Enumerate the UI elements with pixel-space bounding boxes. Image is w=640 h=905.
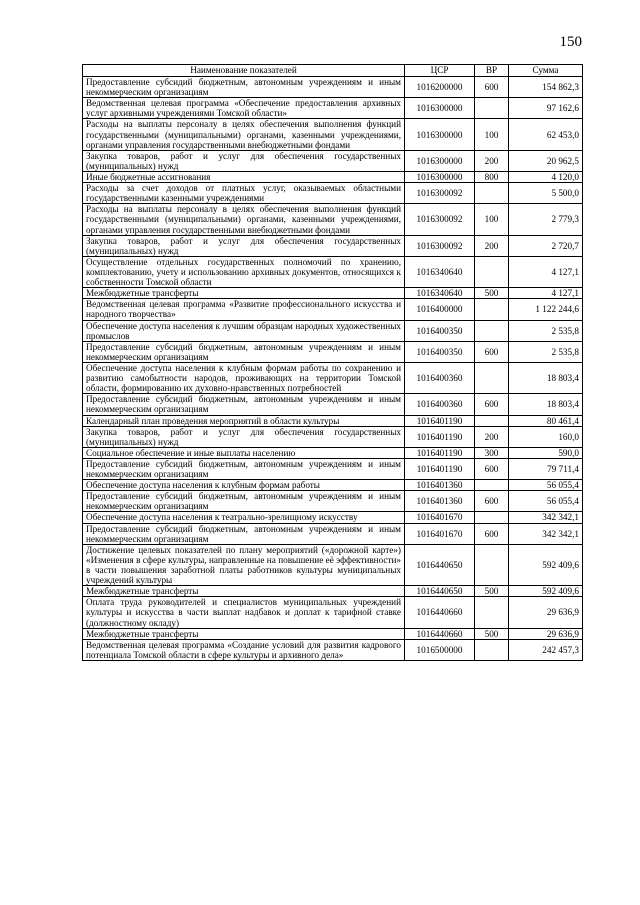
- cell-name: Предоставление субсидий бюджетным, автономным учреждениям и иным некоммерческим организациям: [83, 394, 405, 415]
- cell-name: Оплата труда руководителей и специалистов муниципальных учреждений культуры и искусства в части выплат надбавок и доплат к тарифной ставке (должностному окладу): [83, 597, 405, 628]
- table-row: [83, 597, 583, 628]
- cell-name: Межбюджетные трансферты: [83, 628, 405, 639]
- cell-name: Осуществление отдельных государственных полномочий по хранению, комплектованию, учету и использованию архивных документов, относящихся к собственности Томской области: [83, 256, 405, 287]
- cell-vr: 600: [475, 394, 509, 415]
- cell-sum: 590,0: [509, 447, 583, 458]
- table-row: [83, 235, 583, 256]
- cell-sum: 5 500,0: [509, 183, 583, 204]
- cell-vr: 600: [475, 77, 509, 98]
- cell-vr: 200: [475, 235, 509, 256]
- cell-sum: 18 803,4: [509, 394, 583, 415]
- table-row: [83, 150, 583, 171]
- cell-name: Предоставление субсидий бюджетным, автономным учреждениям и иным некоммерческим организациям: [83, 491, 405, 512]
- cell-csr: 1016300092: [405, 235, 475, 256]
- cell-name: Обеспечение доступа населения к клубным формам работы по сохранению и развитию самобытности народов, проживающих на территории Томской области, формированию их духовно-нравственных потребностей: [83, 362, 405, 393]
- cell-vr: [475, 597, 509, 628]
- cell-sum: 20 962,5: [509, 150, 583, 171]
- page-number: 150: [559, 34, 582, 50]
- table-row: [83, 183, 583, 204]
- table-row: [83, 320, 583, 341]
- cell-sum: 2 535,8: [509, 341, 583, 362]
- cell-sum: 342 342,1: [509, 523, 583, 544]
- cell-sum: 4 120,0: [509, 171, 583, 182]
- cell-sum: 2 535,8: [509, 320, 583, 341]
- cell-vr: 600: [475, 341, 509, 362]
- cell-sum: 160,0: [509, 426, 583, 447]
- table-header-row: [83, 65, 583, 77]
- cell-csr: 1016340640: [405, 256, 475, 287]
- cell-csr: 1016401360: [405, 480, 475, 491]
- table-row: [83, 544, 583, 585]
- cell-sum: 4 127,1: [509, 288, 583, 299]
- cell-name: Ведомственная целевая программа «Развитие профессионального искусства и народного творчества»: [83, 299, 405, 320]
- cell-csr: 1016340640: [405, 288, 475, 299]
- cell-csr: 1016400350: [405, 320, 475, 341]
- cell-name: Межбюджетные трансферты: [83, 288, 405, 299]
- cell-sum: 242 457,3: [509, 639, 583, 660]
- cell-name: Социальное обеспечение и иные выплаты населению: [83, 447, 405, 458]
- cell-vr: [475, 320, 509, 341]
- table-row: [83, 394, 583, 415]
- table-row: [83, 586, 583, 597]
- cell-csr: 1016300000: [405, 150, 475, 171]
- cell-name: Ведомственная целевая программа «Обеспечение предоставления архивных услуг архивными учреждениями Томской области»: [83, 98, 405, 119]
- table-row: [83, 341, 583, 362]
- cell-sum: 2 779,3: [509, 204, 583, 235]
- cell-name: Закупка товаров, работ и услуг для обеспечения государственных (муниципальных) нужд: [83, 426, 405, 447]
- cell-csr: 1016401190: [405, 458, 475, 479]
- cell-name: Предоставление субсидий бюджетным, автономным учреждениям и иным некоммерческим организациям: [83, 77, 405, 98]
- cell-name: Достижение целевых показателей по плану мероприятий («дорожной карте») «Изменения в сфере культуры, направленные на повышение её эффективности» в части повышения заработной платы работников культуры муниципальных учреждений культуры: [83, 544, 405, 585]
- cell-vr: [475, 639, 509, 660]
- table-row: [83, 204, 583, 235]
- cell-name: Обеспечение доступа населения к клубным формам работы: [83, 480, 405, 491]
- cell-vr: [475, 299, 509, 320]
- cell-csr: 1016300000: [405, 119, 475, 150]
- cell-csr: 1016400350: [405, 341, 475, 362]
- cell-vr: [475, 544, 509, 585]
- cell-sum: 29 636,9: [509, 597, 583, 628]
- cell-csr: 1016400000: [405, 299, 475, 320]
- cell-csr: 1016300000: [405, 98, 475, 119]
- table-row: [83, 523, 583, 544]
- cell-sum: 80 461,4: [509, 415, 583, 426]
- cell-vr: [475, 415, 509, 426]
- header-csr: ЦСР: [405, 65, 475, 77]
- table-row: [83, 119, 583, 150]
- cell-sum: 2 720,7: [509, 235, 583, 256]
- cell-sum: 79 711,4: [509, 458, 583, 479]
- cell-vr: 100: [475, 204, 509, 235]
- cell-csr: 1016500000: [405, 639, 475, 660]
- cell-vr: 300: [475, 447, 509, 458]
- cell-name: Обеспечение доступа населения к театрально-зрелищному искусству: [83, 512, 405, 523]
- cell-csr: 1016200000: [405, 77, 475, 98]
- cell-sum: 4 127,1: [509, 256, 583, 287]
- cell-csr: 1016401190: [405, 426, 475, 447]
- cell-vr: 200: [475, 150, 509, 171]
- cell-name: Иные бюджетные ассигнования: [83, 171, 405, 182]
- table-row: [83, 256, 583, 287]
- cell-name: Расходы на выплаты персоналу в целях обеспечения выполнения функций государственными (муниципальными) органами, казенными учреждениями, органами управления государственными внебюджетными фондами: [83, 119, 405, 150]
- cell-csr: 1016300092: [405, 204, 475, 235]
- table-row: [83, 426, 583, 447]
- table-row: [83, 447, 583, 458]
- cell-vr: 600: [475, 523, 509, 544]
- cell-sum: 97 162,6: [509, 98, 583, 119]
- cell-csr: 1016300000: [405, 171, 475, 182]
- table-row: [83, 639, 583, 660]
- cell-name: Расходы за счет доходов от платных услуг, оказываемых областными государственными казенными учреждениями: [83, 183, 405, 204]
- cell-name: Календарный план проведения мероприятий в области культуры: [83, 415, 405, 426]
- table-row: [83, 171, 583, 182]
- cell-csr: 1016400360: [405, 394, 475, 415]
- cell-vr: 600: [475, 491, 509, 512]
- cell-vr: 500: [475, 288, 509, 299]
- cell-name: Предоставление субсидий бюджетным, автономным учреждениям и иным некоммерческим организациям: [83, 523, 405, 544]
- table-row: [83, 512, 583, 523]
- cell-vr: [475, 362, 509, 393]
- cell-sum: 154 862,3: [509, 77, 583, 98]
- cell-name: Предоставление субсидий бюджетным, автономным учреждениям и иным некоммерческим организациям: [83, 458, 405, 479]
- cell-csr: 1016400360: [405, 362, 475, 393]
- header-sum: Сумма: [509, 65, 583, 77]
- table-row: [83, 98, 583, 119]
- cell-csr: 1016401190: [405, 415, 475, 426]
- cell-csr: 1016401360: [405, 491, 475, 512]
- cell-csr: 1016401670: [405, 512, 475, 523]
- cell-vr: 500: [475, 628, 509, 639]
- cell-sum: 342 342,1: [509, 512, 583, 523]
- cell-sum: 1 122 244,6: [509, 299, 583, 320]
- cell-vr: 100: [475, 119, 509, 150]
- cell-vr: 200: [475, 426, 509, 447]
- table-row: [83, 299, 583, 320]
- cell-name: Закупка товаров, работ и услуг для обеспечения государственных (муниципальных) нужд: [83, 235, 405, 256]
- cell-csr: 1016440660: [405, 628, 475, 639]
- table-row: [83, 415, 583, 426]
- cell-sum: 18 803,4: [509, 362, 583, 393]
- cell-vr: [475, 98, 509, 119]
- cell-vr: [475, 256, 509, 287]
- table-row: [83, 491, 583, 512]
- table-row: [83, 480, 583, 491]
- cell-vr: [475, 512, 509, 523]
- cell-csr: 1016440650: [405, 586, 475, 597]
- cell-sum: 29 636,9: [509, 628, 583, 639]
- cell-csr: 1016440660: [405, 597, 475, 628]
- cell-sum: 592 409,6: [509, 586, 583, 597]
- cell-name: Закупка товаров, работ и услуг для обеспечения государственных (муниципальных) нужд: [83, 150, 405, 171]
- cell-csr: 1016401190: [405, 447, 475, 458]
- cell-csr: 1016401670: [405, 523, 475, 544]
- cell-vr: [475, 480, 509, 491]
- table-row: [83, 362, 583, 393]
- cell-name: Предоставление субсидий бюджетным, автономным учреждениям и иным некоммерческим организациям: [83, 341, 405, 362]
- header-vr: ВР: [475, 65, 509, 77]
- cell-sum: 56 055,4: [509, 480, 583, 491]
- budget-table: [82, 64, 583, 661]
- cell-sum: 62 453,0: [509, 119, 583, 150]
- cell-name: Ведомственная целевая программа «Создание условий для развития кадрового потенциала Томской области в сфере культуры и архивного дела»: [83, 639, 405, 660]
- cell-vr: [475, 183, 509, 204]
- table-row: [83, 628, 583, 639]
- cell-csr: 1016300092: [405, 183, 475, 204]
- table-row: [83, 288, 583, 299]
- cell-name: Межбюджетные трансферты: [83, 586, 405, 597]
- cell-vr: 500: [475, 586, 509, 597]
- cell-name: Расходы на выплаты персоналу в целях обеспечения выполнения функций государственными (муниципальными) органами, казенными учреждениями, органами управления государственными внебюджетными фондами: [83, 204, 405, 235]
- cell-csr: 1016440650: [405, 544, 475, 585]
- table-row: [83, 458, 583, 479]
- cell-name: Обеспечение доступа населения к лучшим образцам народных художественных промыслов: [83, 320, 405, 341]
- cell-vr: 600: [475, 458, 509, 479]
- cell-vr: 800: [475, 171, 509, 182]
- cell-sum: 56 055,4: [509, 491, 583, 512]
- cell-sum: 592 409,6: [509, 544, 583, 585]
- table-row: [83, 77, 583, 98]
- header-name: Наименование показателей: [83, 65, 405, 77]
